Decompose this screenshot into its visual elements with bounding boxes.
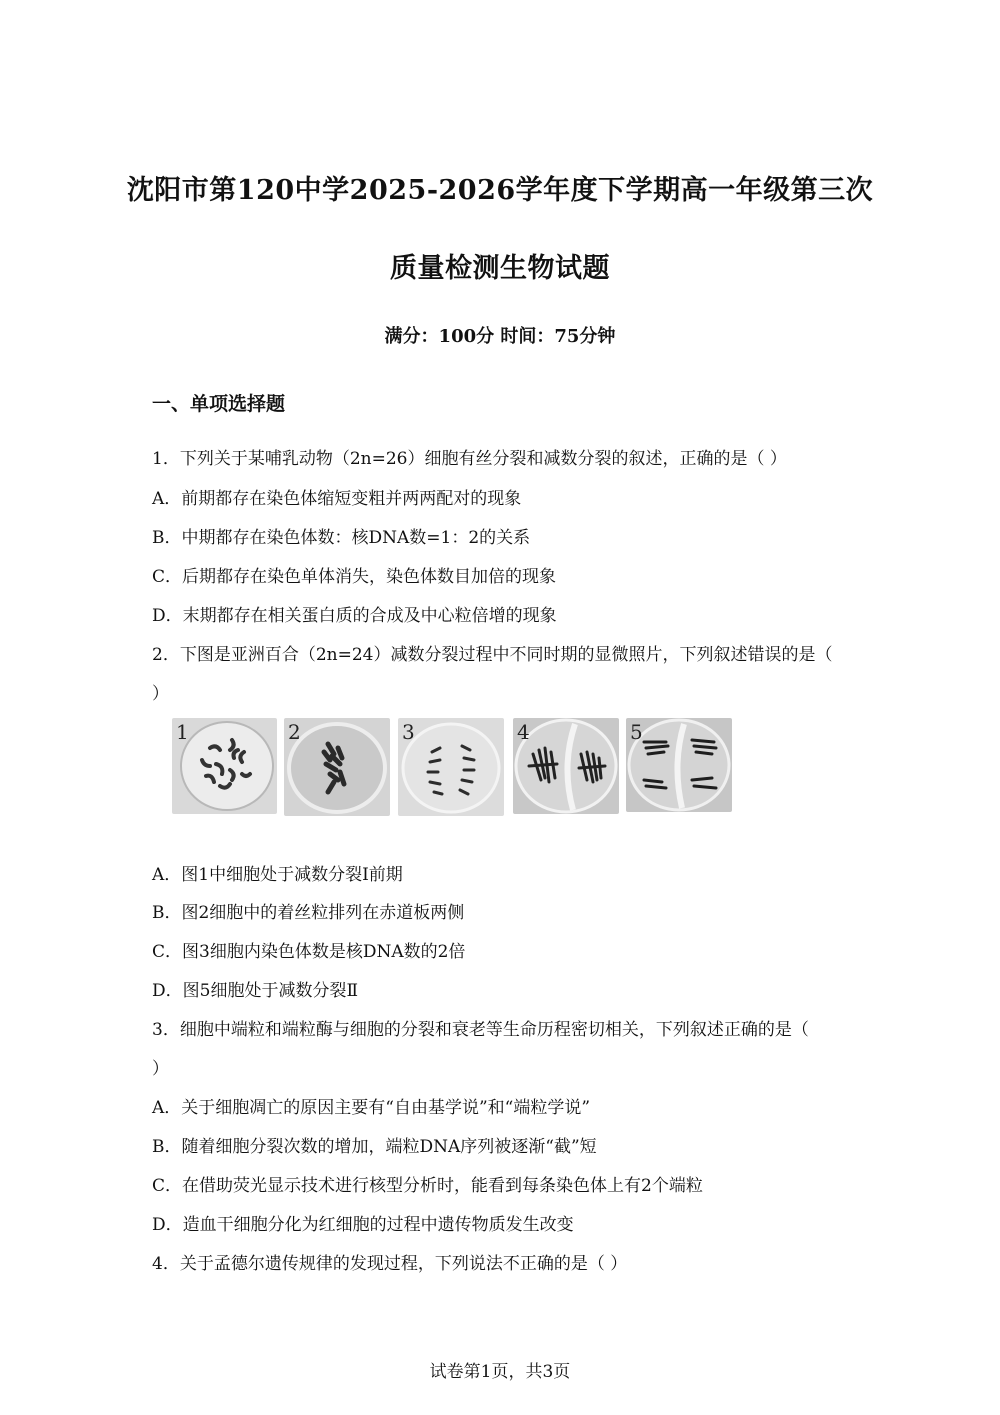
- micrograph-panel-2: [284, 718, 390, 816]
- figure-label-4: 4: [517, 720, 530, 744]
- question-2-option-d: D．图5细胞处于减数分裂Ⅱ: [152, 981, 359, 1001]
- question-2-stem-cont: ）: [152, 684, 169, 704]
- question-3-option-d: D．造血干细胞分化为红细胞的过程中遗传物质发生改变: [152, 1215, 574, 1235]
- figure-label-3: 3: [402, 720, 415, 744]
- question-2-option-b: B．图2细胞中的着丝粒排列在赤道板两侧: [152, 903, 465, 923]
- question-3-option-c: C．在借助荧光显示技术进行核型分析时，能看到每条染色体上有2个端粒: [152, 1176, 703, 1196]
- score-time-info: 满分：100分 时间：75分钟: [384, 326, 616, 347]
- exam-title-line1: 沈阳市第120中学2025-2026学年度下学期高一年级第三次: [126, 175, 874, 206]
- micrograph-panel-3: [398, 718, 504, 816]
- question-2-option-a: A．图1中细胞处于减数分裂Ⅰ前期: [152, 865, 403, 885]
- question-1-option-d: D．末期都存在相关蛋白质的合成及中心粒倍增的现象: [152, 606, 557, 626]
- question-1-option-b: B．中期都存在染色体数：核DNA数=1：2的关系: [152, 528, 531, 548]
- page-footer: 试卷第1页，共3页: [429, 1362, 571, 1382]
- figure-label-1: 1: [176, 720, 189, 744]
- figure-label-5: 5: [630, 720, 643, 744]
- question-1-option-a: A．前期都存在染色体缩短变粗并两两配对的现象: [152, 489, 522, 509]
- question-1-stem: 1．下列关于某哺乳动物（2n=26）细胞有丝分裂和减数分裂的叙述，正确的是（ ）: [152, 449, 787, 469]
- question-3-option-a: A．关于细胞凋亡的原因主要有“自由基学说”和“端粒学说”: [152, 1098, 591, 1118]
- question-4-stem: 4．关于孟德尔遗传规律的发现过程，下列说法不正确的是（ ）: [152, 1254, 628, 1274]
- question-3-stem: 3．细胞中端粒和端粒酶与细胞的分裂和衰老等生命历程密切相关，下列叙述正确的是（: [152, 1020, 809, 1040]
- micrograph-panel-1: [172, 718, 277, 814]
- micrograph-figure: [172, 718, 734, 816]
- micrograph-panel-4: [513, 718, 619, 814]
- micrograph-panel-5: [626, 718, 732, 812]
- question-3-option-b: B．随着细胞分裂次数的增加，端粒DNA序列被逐渐“截”短: [152, 1137, 597, 1157]
- question-2-stem: 2．下图是亚洲百合（2n=24）减数分裂过程中不同时期的显微照片，下列叙述错误的是（: [152, 645, 833, 665]
- figure-label-2: 2: [288, 720, 301, 744]
- section-title: 一、单项选择题: [152, 393, 286, 415]
- question-2-option-c: C．图3细胞内染色体数是核DNA数的2倍: [152, 942, 466, 962]
- exam-title-line2: 质量检测生物试题: [390, 253, 610, 284]
- question-3-stem-cont: ）: [152, 1059, 169, 1079]
- question-1-option-c: C．后期都存在染色单体消失，染色体数目加倍的现象: [152, 567, 557, 587]
